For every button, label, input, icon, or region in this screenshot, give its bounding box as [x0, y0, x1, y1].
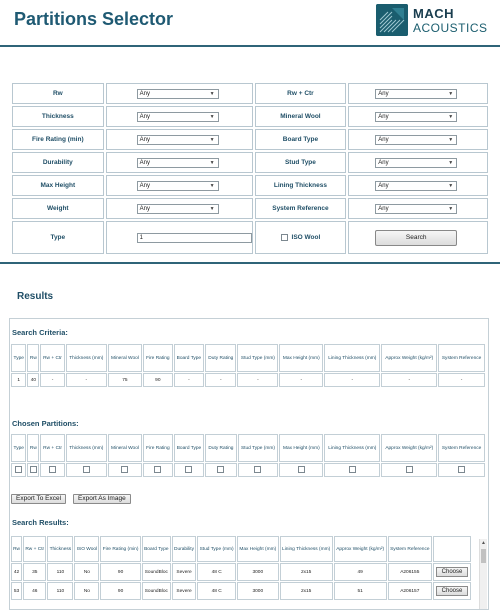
- column-header: Thickness: [47, 536, 73, 562]
- search-results-title: Search Results:: [12, 518, 69, 527]
- select-checkbox[interactable]: [217, 466, 224, 473]
- chosen-partitions-table: [10, 433, 486, 478]
- table-cell: A206157: [388, 582, 432, 600]
- chevron-down-icon: ▼: [209, 205, 215, 212]
- table-cell: -: [205, 373, 236, 387]
- table-cell: 46: [23, 582, 46, 600]
- filter-select[interactable]: Any ▼: [137, 89, 219, 99]
- table-cell: 49: [334, 563, 387, 581]
- select-checkbox[interactable]: [83, 466, 90, 473]
- column-header: Board Type: [174, 434, 205, 462]
- table-cell: 90: [100, 563, 140, 581]
- iso-wool-label: ISO Wool: [291, 234, 321, 241]
- filter-select[interactable]: Any ▼: [375, 112, 457, 122]
- column-header: System Reference: [438, 434, 485, 462]
- filter-select[interactable]: Any ▼: [137, 158, 219, 168]
- column-header: Lining Thickness (mm): [324, 344, 380, 372]
- column-header: Stud Type (mm): [237, 344, 278, 372]
- table-cell: A206155: [388, 563, 432, 581]
- selector-row: [12, 198, 488, 219]
- chosen-partitions-title: Chosen Partitions:: [12, 419, 79, 428]
- search-button[interactable]: Search: [375, 230, 457, 246]
- table-header-row: [11, 536, 471, 562]
- column-header: System Reference: [438, 344, 485, 372]
- filter-select[interactable]: Any ▼: [375, 158, 457, 168]
- filter-label: Rw + Ctr: [255, 83, 347, 104]
- chevron-down-icon: ▼: [448, 182, 454, 189]
- table-cell: 3000: [237, 563, 279, 581]
- filter-label: Rw: [12, 83, 104, 104]
- filter-label: System Reference: [255, 198, 347, 219]
- selector-row: [12, 175, 488, 196]
- column-header: Approx Weight (kg/m²): [334, 536, 387, 562]
- select-checkbox[interactable]: [406, 466, 413, 473]
- table-cell: 1: [11, 373, 26, 387]
- column-header: Rw: [27, 434, 39, 462]
- column-header: Durability: [172, 536, 196, 562]
- filter-label: Durability: [12, 152, 104, 173]
- choose-button[interactable]: Choose: [436, 586, 468, 596]
- type-row: [12, 221, 488, 254]
- table-cell: -: [438, 373, 485, 387]
- chevron-down-icon: ▼: [209, 113, 215, 120]
- filter-select[interactable]: Any ▼: [137, 135, 219, 145]
- chevron-down-icon: ▼: [448, 90, 454, 97]
- table-cell: 40: [27, 373, 39, 387]
- column-header: Fire Rating (min): [100, 536, 140, 562]
- scroll-thumb[interactable]: [481, 549, 486, 563]
- column-header: Max Height (mm): [279, 344, 323, 372]
- table-header-row: [11, 344, 485, 372]
- table-row: [11, 582, 471, 600]
- table-cell: 48 C: [197, 582, 236, 600]
- select-checkbox[interactable]: [49, 466, 56, 473]
- filter-label: Board Type: [255, 129, 347, 150]
- chevron-down-icon: ▼: [209, 90, 215, 97]
- iso-wool-checkbox[interactable]: [281, 234, 288, 241]
- header-divider: [0, 45, 500, 47]
- choose-button[interactable]: Choose: [436, 567, 468, 577]
- table-cell: 48 C: [197, 563, 236, 581]
- section-divider: [0, 262, 500, 264]
- column-header: ISO Wool: [74, 536, 99, 562]
- filter-label: Max Height: [12, 175, 104, 196]
- export-to-excel-button[interactable]: Export To Excel: [11, 494, 66, 504]
- column-header: Max Height (mm): [279, 434, 323, 462]
- results-scrollbar[interactable]: [479, 539, 487, 610]
- column-header: Rw + Ctr: [23, 536, 46, 562]
- table-cell: -: [66, 373, 107, 387]
- chevron-down-icon: ▼: [448, 205, 454, 212]
- mach-acoustics-logo: [376, 4, 496, 40]
- selector-form: [10, 81, 490, 255]
- filter-select[interactable]: Any ▼: [375, 181, 457, 191]
- column-header: Thickness (mm): [66, 344, 107, 372]
- table-cell: SoundBloc: [142, 563, 171, 581]
- filter-label: Stud Type: [255, 152, 347, 173]
- selector-row: [12, 83, 488, 104]
- column-header: Duty Rating: [205, 434, 236, 462]
- select-checkbox[interactable]: [154, 466, 161, 473]
- select-checkbox[interactable]: [30, 466, 37, 473]
- chevron-down-icon: ▼: [448, 159, 454, 166]
- iso-wool-option[interactable]: [256, 234, 346, 241]
- logo-text-acoustics: ACOUSTICS: [413, 21, 488, 35]
- filter-label: Mineral Wool: [255, 106, 347, 127]
- column-header: Approx Weight (kg/m²): [381, 344, 437, 372]
- logo-text-mach: MACH: [413, 6, 454, 21]
- column-header: Type: [11, 344, 26, 372]
- filter-select[interactable]: Any ▼: [375, 135, 457, 145]
- table-cell: 51: [334, 582, 387, 600]
- selector-row: [12, 152, 488, 173]
- filter-select[interactable]: Any ▼: [375, 204, 457, 214]
- table-row: [11, 563, 471, 581]
- selector-row: [12, 129, 488, 150]
- export-as-image-button[interactable]: Export As Image: [73, 494, 131, 504]
- chevron-down-icon: ▼: [448, 136, 454, 143]
- column-header: Type: [11, 434, 26, 462]
- table-cell: 35: [23, 563, 46, 581]
- table-cell: 3000: [237, 582, 279, 600]
- table-cell: -: [237, 373, 278, 387]
- select-checkbox[interactable]: [254, 466, 261, 473]
- column-header: Stud Type (mm): [197, 536, 236, 562]
- type-label: Type: [12, 221, 104, 254]
- column-header: Lining Thickness (mm): [324, 434, 380, 462]
- column-header: Max Height (mm): [237, 536, 279, 562]
- filter-label: Lining Thickness: [255, 175, 347, 196]
- column-header: Duty Rating: [205, 344, 236, 372]
- results-heading: Results: [17, 291, 54, 302]
- column-header: Lining Thickness (mm): [280, 536, 333, 562]
- column-header: Rw + Ctr: [40, 434, 65, 462]
- select-checkbox[interactable]: [15, 466, 22, 473]
- table-cell: Severe: [172, 563, 196, 581]
- chevron-down-icon: ▼: [209, 136, 215, 143]
- select-checkbox[interactable]: [298, 466, 305, 473]
- search-results-table: [10, 535, 472, 601]
- table-header-row: [11, 434, 485, 462]
- table-cell: No: [74, 563, 99, 581]
- column-header: Mineral Wool: [108, 434, 142, 462]
- column-header: System Reference: [388, 536, 432, 562]
- filter-label: Weight: [12, 198, 104, 219]
- table-cell: Severe: [172, 582, 196, 600]
- table-row: [11, 463, 485, 477]
- page-title: Partitions Selector: [14, 9, 174, 29]
- search-criteria-title: Search Criteria:: [12, 328, 68, 337]
- scroll-up-icon[interactable]: ▲: [481, 540, 486, 546]
- select-checkbox[interactable]: [121, 466, 128, 473]
- chevron-down-icon: ▼: [448, 113, 454, 120]
- table-cell: 110: [47, 563, 73, 581]
- select-checkbox[interactable]: [349, 466, 356, 473]
- chevron-down-icon: ▼: [209, 159, 215, 166]
- table-cell: 42: [11, 563, 22, 581]
- table-cell: 75: [108, 373, 142, 387]
- results-panel: [9, 318, 489, 610]
- column-header: Board Type: [174, 344, 205, 372]
- column-header: Rw: [11, 536, 22, 562]
- filter-select[interactable]: Any ▼: [137, 204, 219, 214]
- table-cell: No: [74, 582, 99, 600]
- column-header: Thickness (mm): [66, 434, 107, 462]
- table-cell: -: [174, 373, 205, 387]
- column-header: Board Type: [142, 536, 171, 562]
- filter-label: Thickness: [12, 106, 104, 127]
- filter-select[interactable]: Any ▼: [137, 181, 219, 191]
- table-cell: 2x15: [280, 582, 333, 600]
- filter-label: Fire Rating (min): [12, 129, 104, 150]
- logo-mark-icon: [376, 4, 408, 36]
- table-row: [11, 373, 485, 387]
- column-header: Rw: [27, 344, 39, 372]
- selector-table: [10, 81, 490, 256]
- selector-row: [12, 106, 488, 127]
- table-cell: 110: [47, 582, 73, 600]
- column-header: Rw + Ctr: [40, 344, 65, 372]
- table-cell: -: [324, 373, 380, 387]
- filter-select[interactable]: Any ▼: [137, 112, 219, 122]
- column-header: Mineral Wool: [108, 344, 142, 372]
- select-checkbox[interactable]: [185, 466, 192, 473]
- table-cell: 2x15: [280, 563, 333, 581]
- table-cell: -: [40, 373, 65, 387]
- select-checkbox[interactable]: [458, 466, 465, 473]
- table-cell: 90: [100, 582, 140, 600]
- search-criteria-table: [10, 343, 486, 388]
- column-header: Fire Rating: [143, 434, 173, 462]
- type-input[interactable]: 1: [137, 233, 252, 243]
- table-cell: 53: [11, 582, 22, 600]
- table-cell: -: [381, 373, 437, 387]
- app-header: [0, 0, 500, 46]
- column-header: Approx Weight (kg/m²): [381, 434, 437, 462]
- table-cell: SoundBloc: [142, 582, 171, 600]
- chevron-down-icon: ▼: [209, 182, 215, 189]
- filter-select[interactable]: Any ▼: [375, 89, 457, 99]
- column-header: Stud Type (mm): [238, 434, 279, 462]
- table-cell: -: [279, 373, 323, 387]
- column-header: Fire Rating: [143, 344, 173, 372]
- table-cell: 90: [143, 373, 173, 387]
